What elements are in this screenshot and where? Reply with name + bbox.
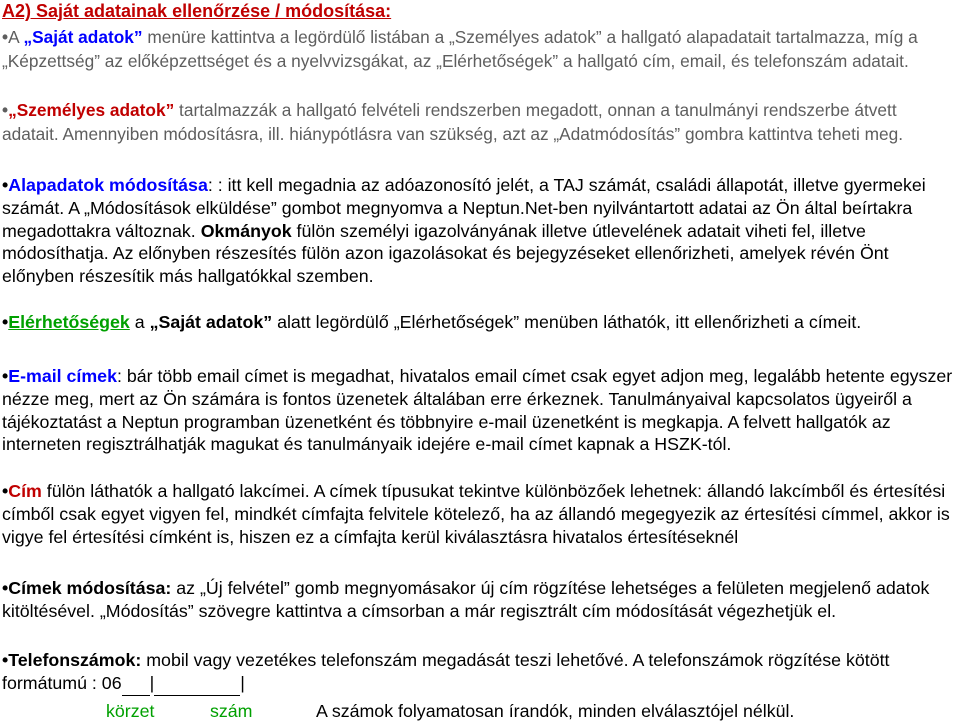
bold-text: Telefonszámok: [8,650,142,670]
bullet: • [2,27,9,47]
bullet: • [2,100,9,120]
blank-line [122,672,150,696]
paragraph-elerhetosegek [2,311,957,334]
section-heading: A2) Saját adatainak ellenőrzése / módosítása: [2,1,392,21]
paragraph-saját-adatok [2,26,957,73]
paragraph-cim [2,480,957,548]
highlight-text: Cím [8,481,42,501]
bullet: • [2,175,9,195]
text: : : itt kell megadnia az adóazonosító jelét, a TAJ számát, családi állapotát, illetve gyermekei számát. A „Módosítások elküldése” gombot megnyomva a Neptun.Net-ben nyilvántartott adatai az Ön által beírtakra megadottakra változnak. [2,175,926,241]
separator: | [149,672,155,693]
blank-line [154,672,240,696]
paragraph-szemelyes-adatok [2,99,957,146]
text: Az előnyben részesítés fülön azon igazolásokat és bejegyzéseket ellenőrizheti, amelyek révén Önt előnyben részesítik más hallgatókkal szemben. [2,243,889,287]
text: mobil vagy vezetékes telefonszám megadását teszi lehetővé. A telefonszámok rögzítése kötött formátumú : 06 [2,650,890,693]
bullet: • [2,578,9,598]
bullet: • [2,366,9,386]
paragraph-telefonszamok [2,649,957,696]
highlight-text: „Személyes adatok” [8,100,175,120]
legend-korzet: körzet [106,701,155,721]
highlight-text: E-mail címek [8,366,117,386]
text: a [129,312,150,332]
bold-text: Okmányok [200,220,292,241]
phone-format-legend [2,699,794,723]
text: fülön személyi igazolványának illetve útlevelének adatait viheti fel, illetve módosíthatja. [2,220,866,264]
bullet: • [2,650,9,670]
bullet: • [2,481,9,501]
highlight-text: Alapadatok módosítása [8,175,208,195]
bold-text: „Saját adatok” [149,312,273,332]
paragraph-alapadatok [2,174,957,288]
legend-text: A számok folyamatosan írandók, minden elválasztójel nélkül. [316,701,795,721]
highlight-text: „Saját adatok” [23,27,143,47]
text: alatt legördülő „Elérhetőségek” menüben láthatók, itt ellenőrizheti a címeit. [272,312,862,332]
text: tartalmazzák a hallgató felvételi rendszerben megadott, onnan a tanulmányi rendszerbe átvett adatait. Amennyiben módosításra, ill. hiánypótlásra van szükség, azt az „Adatmódosítás” gombra kattintva teheti meg. [2,100,904,144]
paragraph-email [2,365,957,456]
legend-szam: szám [210,701,253,721]
highlight-text: Elérhetőségek [8,312,130,332]
separator: | [240,672,245,693]
text: : bár több email címet is megadhat, hivatalos email címet csak egyet adjon meg, legalább hetente egyszer nézze meg, mert az Ön számára is fontos üzenetek általában erre érkeznek. Tanulmányaival kapcsolatos ügyeiről a tájékoztatást a Neptun programban üzenetként és többnyire e-mail üzenetként is megkapja. A felvett hallgatók az interneten regisztrálhatják magukat és tanulmányaik idejére e-mail címet kapnak a HSZK-tól. [2,366,953,455]
text: menüre kattintva a legördülő listában a „Személyes adatok” a hallgató alapadatait tartalmazza, míg a „Képzettség” az előképzettséget és a nyelvvizsgákat, az „Elérhetőségek” a hallgató cím, email, és telefonszám adatait. [2,27,918,71]
paragraph-cimek-modositasa [2,577,957,623]
text: A [8,27,24,47]
text: fülön láthatók a hallgató lakcímei. A címek típusukat tekintve különbözőek lehetnek: állandó lakcímből és értesítési címből csak egyet vigyen fel, mindkét címfajta felvitele kötelező, ha az állandó megegyezik az értesítési címmel, akkor is vigye fel értesítési címként is, hiszen ez a címfajta kerül kiválasztásra hivatalos értesítéseknél [2,481,950,547]
bold-text: Címek módosítása: [8,578,172,598]
text: az „Új felvétel” gomb megnyomásakor új cím rögzítése lehetséges a felületen megjelenő adatok kitöltésével. „Módosítás” szövegre kattintva a címsorban a már regisztrált cím módosítását végezhetjük el. [2,578,930,621]
bullet: • [2,312,9,332]
